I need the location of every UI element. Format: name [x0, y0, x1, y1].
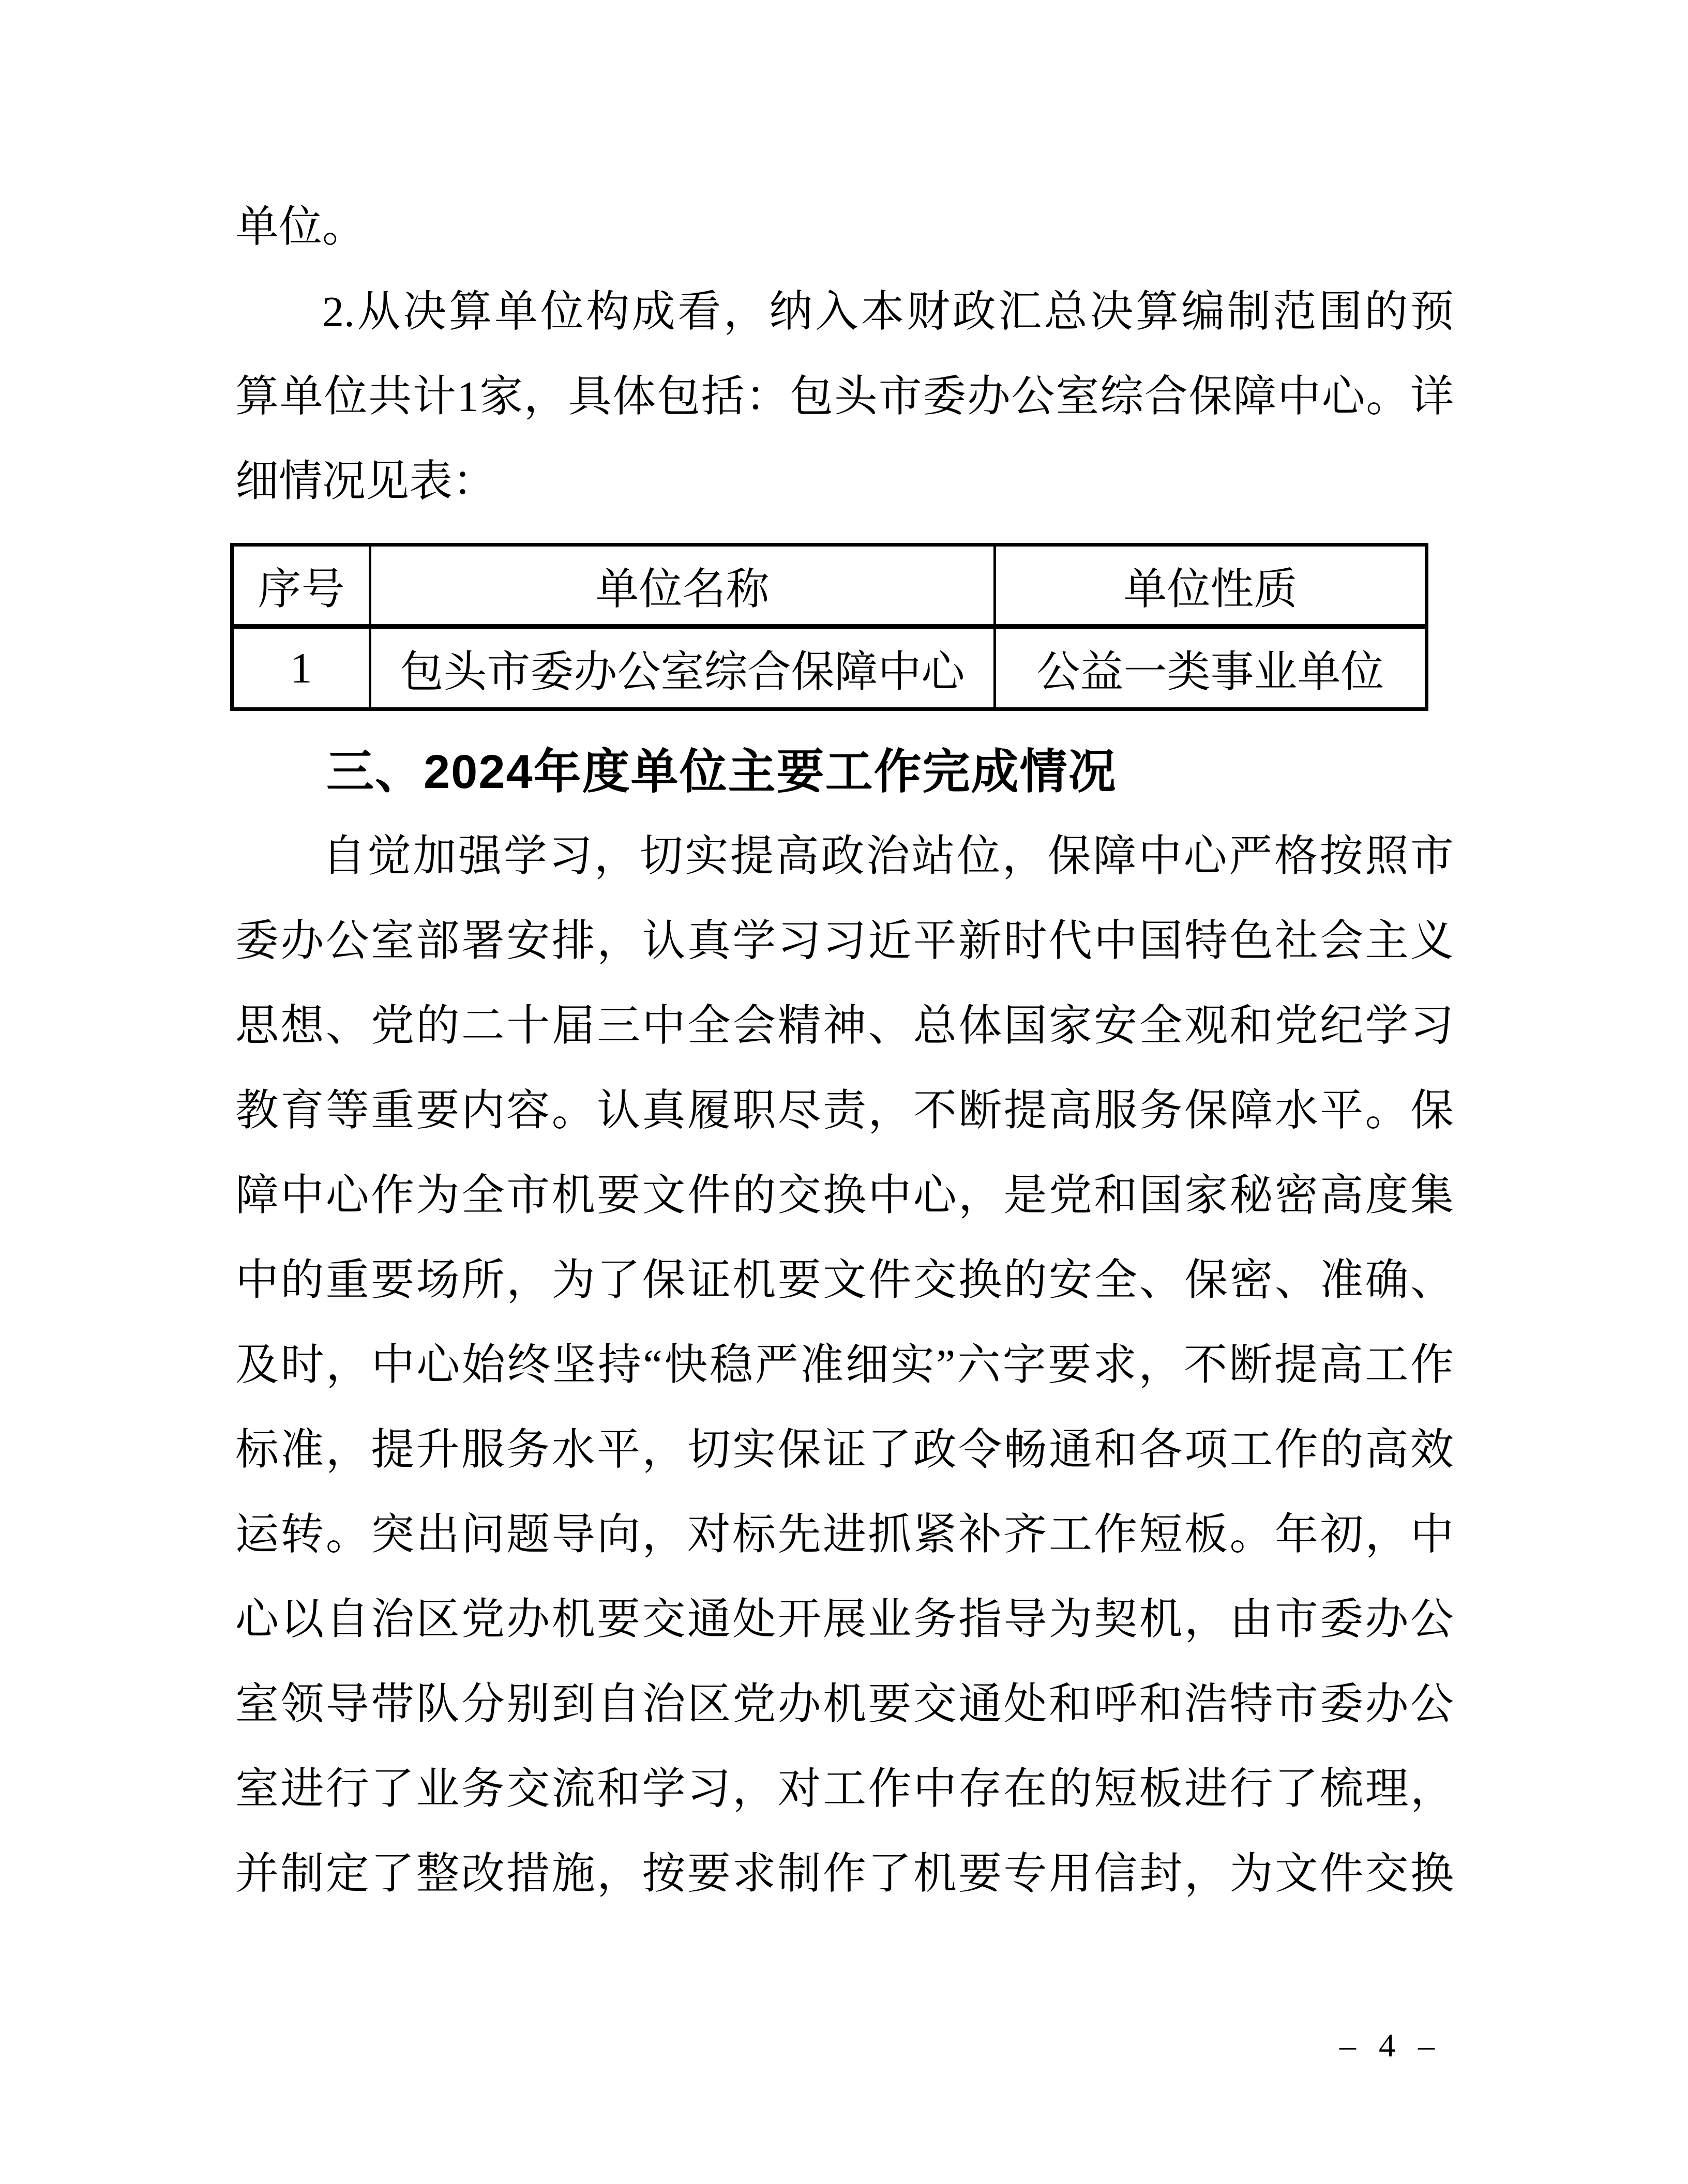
- para3-line-8: 标准，提升服务水平，切实保证了政令畅通和各项工作的高效: [235, 1426, 1454, 1474]
- para2-line-2: 算单位共计1家，具体包括：包头市委办公室综合保障中心。详: [235, 373, 1454, 421]
- table-header-row: [232, 545, 1427, 627]
- table-cell-index: 1: [232, 627, 370, 709]
- para3-line-12: 室进行了业务交流和学习，对工作中存在的短板进行了梳理，: [235, 1765, 1454, 1813]
- para3-line-4: 教育等重要内容。认真履职尽责，不断提高服务保障水平。保: [235, 1087, 1454, 1135]
- section-heading: 三、2024年度单位主要工作完成情况: [326, 746, 1117, 798]
- para3-line-3: 思想、党的二十届三中全会精神、总体国家安全观和党纪学习: [235, 1002, 1454, 1050]
- table-header-unit-type: 单位性质: [995, 545, 1427, 627]
- para2-line-3: 细情况见表：: [235, 458, 496, 506]
- para3-line-5: 障中心作为全市机要文件的交换中心，是党和国家秘密高度集: [235, 1172, 1454, 1220]
- para2-line-1: 2.从决算单位构成看，纳入本财政汇总决算编制范围的预: [322, 288, 1454, 336]
- page-content: [235, 185, 1454, 1917]
- paragraph-tail-line: 单位。: [235, 203, 366, 251]
- table-row: [232, 627, 1427, 709]
- para3-line-6: 中的重要场所，为了保证机要文件交换的安全、保密、准确、: [235, 1256, 1454, 1305]
- para3-line-1: 自觉加强学习，切实提高政治站位，保障中心严格按照市: [322, 832, 1454, 881]
- para3-line-11: 室领导带队分别到自治区党办机要交通处和呼和浩特市委办公: [235, 1680, 1454, 1728]
- table-header-index: 序号: [232, 545, 370, 627]
- para3-line-7: 及时，中心始终坚持“快稳严准细实”六字要求，不断提高工作: [235, 1341, 1454, 1389]
- para3-line-13: 并制定了整改措施，按要求制作了机要专用信封，为文件交换: [235, 1850, 1454, 1898]
- table-cell-unit-name: 包头市委办公室综合保障中心: [370, 627, 995, 709]
- para3-line-9: 运转。突出问题导向，对标先进抓紧补齐工作短板。年初，中: [235, 1511, 1454, 1559]
- table-cell-unit-type: 公益一类事业单位: [995, 627, 1427, 709]
- para3-line-2: 委办公室部署安排，认真学习习近平新时代中国特色社会主义: [235, 917, 1454, 965]
- page-number: – 4 –: [1339, 2027, 1442, 2064]
- para3-line-10: 心以自治区党办机要交通处开展业务指导为契机，由市委办公: [235, 1596, 1454, 1644]
- table-header-unit-name: 单位名称: [370, 545, 995, 627]
- unit-summary-table: [230, 543, 1428, 711]
